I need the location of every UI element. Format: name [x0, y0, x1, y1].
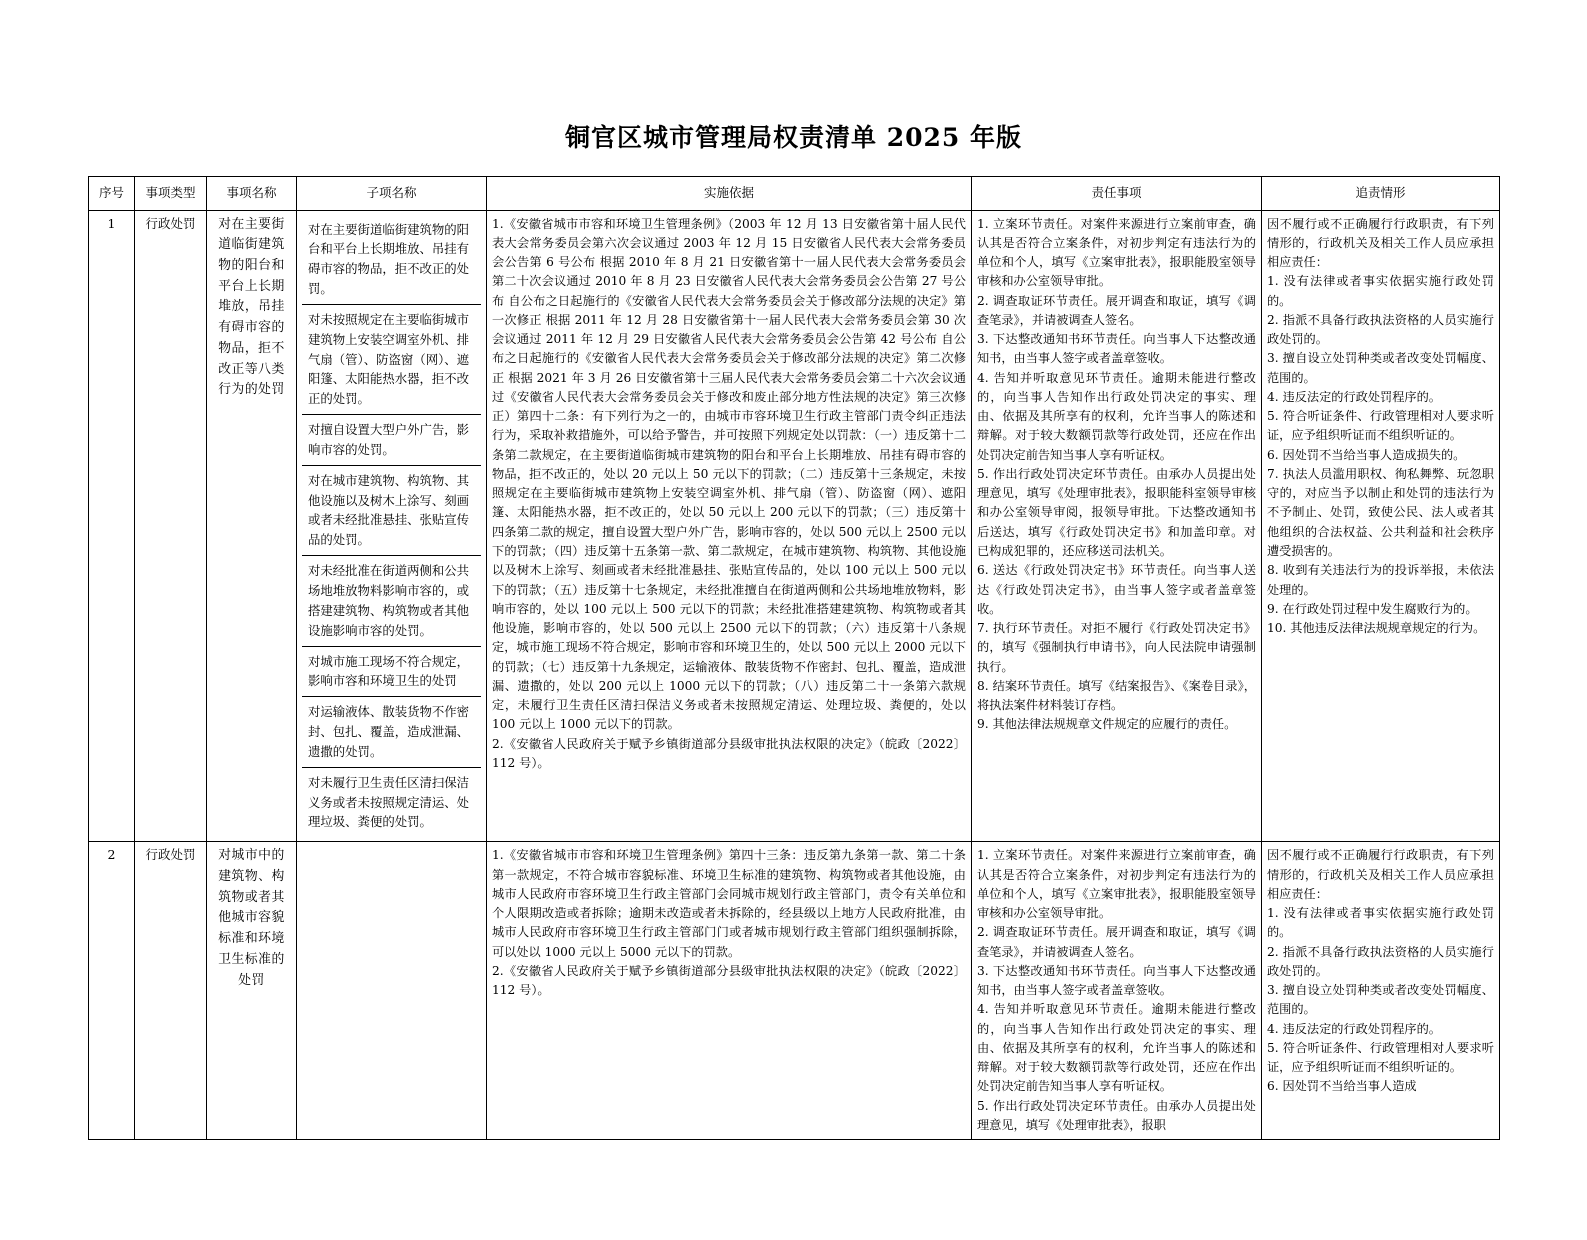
basis-paragraph: 1.《安徽省城市市容和环境卫生管理条例》第四十三条：违反第九条第一款、第二十条第一款规定，不符合城市容貌标准、环境卫生标准的建筑物、构筑物或者其他设施，由城市人民政府市容环境卫生行政主管部门会同城市规划行政主管部门，责令有关单位和个人限期改造或者拆除；逾期未改造或者未拆除的，经县级以上地方人民政府批准，由城市人民政府市容环境卫生行政主管部门门或者城市规划行政主管部门组织强制拆除，可以处以 1000 元以上 5000 元以下的罚款。: [492, 848, 966, 959]
subitem: 对在主要街道临街建筑物的阳台和平台上长期堆放、吊挂有碍市容的物品，拒不改正的处罚。: [302, 215, 481, 305]
basis-paragraph: 2.《安徽省人民政府关于赋予乡镇街道部分县级审批执法权限的决定》（皖政〔2022〕112 号）。: [492, 963, 966, 998]
duty-item: 3. 下达整改通知书环节责任。向当事人下达整改通知书，由当事人签字或者盖章签收。: [977, 963, 1256, 998]
table-header-row: [89, 177, 1500, 211]
duty-item: 9. 其他法律法规规章文件规定的应履行的责任。: [977, 717, 1237, 732]
power-list-table: [88, 176, 1500, 1140]
basis-paragraph: 2.《安徽省人民政府关于赋予乡镇街道部分县级审批执法权限的决定》（皖政〔2022〕112 号）。: [492, 736, 966, 770]
duty-item: 5. 作出行政处罚决定环节责任。由承办人员提出处理意见，填写《处理审批表》，报职能科室领导审核和办公室领导审阅，报领导审批。下达整改通知书后送达，填写《行政处罚决定书》和加盖印章。对已构成犯罪的，还应移送司法机关。: [977, 466, 1256, 559]
liability-item: 10. 其他违反法律法规规章规定的行为。: [1267, 621, 1486, 636]
subitem: 对在城市建筑物、构筑物、其他设施以及树木上涂写、刻画或者未经批准悬挂、张贴宣传品的处罚。: [302, 466, 481, 556]
page-title: 铜官区城市管理局权责清单 2025 年版: [565, 123, 1022, 152]
cell-liability: [1262, 210, 1500, 842]
table-row: [89, 210, 1500, 842]
cell-subitems: [297, 842, 487, 1140]
liability-item: 6. 因处罚不当给当事人造成: [1267, 1079, 1417, 1094]
duty-item: 6. 送达《行政处罚决定书》环节责任。向当事人送达《行政处罚决定书》，由当事人签字或者盖章签收。: [977, 563, 1256, 616]
liability-item: 1. 没有法律或者事实依据实施行政处罚的。: [1267, 274, 1494, 308]
cell-item-name: 对在主要街道临街建筑物的阳台和平台上长期堆放，吊挂有碍市容的物品，拒不改正等八类行为的处罚: [207, 210, 297, 842]
duty-item: 5. 作出行政处罚决定环节责任。由承办人员提出处理意见，填写《处理审批表》，报职: [977, 1098, 1256, 1132]
liability-item: 9. 在行政处罚过程中发生腐败行为的。: [1267, 601, 1478, 616]
liability-item: 1. 没有法律或者事实依据实施行政处罚的。: [1267, 906, 1494, 940]
cell-duty: [972, 842, 1262, 1140]
cell-liability: [1262, 842, 1500, 1140]
basis-paragraph: 1.《安徽省城市市容和环境卫生管理条例》（2003 年 12 月 13 日安徽省第十届人民代表大会常务委员会第六次会议通过 2003 年 12 月 15 日安徽省人民代表大会常务委员会公告第 6 号公布 根据 2010 年 8 月 21 日安徽省第十一届人民代表大会常务委员会第二十次会议通过 2010 年 8 月 23 日安徽省人民代表大会常务委员会公告第 27 号公布 自公布之日起施行的《安徽省人民代表大会常务委员会关于修改部分法规的决定》第一次修正 根据 2011 年 12 月 28 日安徽省第十一届人民代表大会常务委员会第 30 次会议通过 2011 年 12 月 29 日安徽省人民代表大会常务委员会公告第 42 号公布 自公布之日起施行的《安徽省人民代表大会常务委员会关于修改部分法规的决定》第二次修正 根据 2021 年 3 月 26 日安徽省第十三届人民代表大会常务委员会第二十六次会议通过《安徽省人民代表大会常务委员会关于修改和废止部分地方性法规的决定》第三次修正）第四十二条：有下列行为之一的，由城市市容环境卫生行政主管部门责令纠正违法行为，采取补救措施外，可以给予警告，并可按照下列规定处以罚款：（一）违反第十二条第二款规定，在主要街道临街城市建筑物的阳台和平台上长期堆放、吊挂有碍市容的物品，拒不改正的，处以 20 元以上 50 元以下的罚款；（二）违反第十三条规定，未按照规定在主要临街城市建筑物上安装空调室外机、排气扇（管）、防盗窗（网）、遮阳篷、太阳能热水器，拒不改正的，处以 50 元以上 200 元以下的罚款；（三）违反第十四条第二款的规定，擅自设置大型户外广告，影响市容的，处以 500 元以上 2500 元以下的罚款；（四）违反第十五条第一款、第二款规定，在城市建筑物、构筑物、其他设施以及树木上涂写、刻画或者未经批准悬挂、张贴宣传品的，处以 100 元以上 500 元以下的罚款；（五）违反第十七条规定，未经批准擅自在街道两侧和公共场地堆放物料，影响市容的，处以 100 元以上 500 元以下的罚款；未经批准搭建建筑物、构筑物或者其他设施，影响市容的，处以 500 元以上 2500 元以下的罚款；（六）违反第十八条规定，城市施工现场不符合规定，影响市容和环境卫生的，处以 500 元以上 2000 元以下的罚款；（七）违反第十九条规定，运输液体、散装货物不作密封、包扎、覆盖，造成泄漏、遗撒的，处以 200 元以上 1000 元以下的罚款；（八）违反第二十一条第六款规定，未履行卫生责任区清扫保洁义务或者未按照规定清运、处理垃圾、粪便的，处以 100 元以上 1000 元以下的罚款。: [492, 216, 966, 732]
liability-item: 4. 违反法定的行政处罚程序的。: [1267, 389, 1441, 404]
liability-intro: 因不履行或不正确履行行政职责，有下列情形的，行政机关及相关工作人员应承担相应责任：: [1267, 216, 1494, 270]
subitem: 对擅自设置大型户外广告，影响市容的处罚。: [302, 415, 481, 466]
liability-item: 3. 擅自设立处罚种类或者改变处罚幅度、范围的。: [1267, 983, 1494, 1017]
cell-basis: [487, 842, 972, 1140]
liability-item: 2. 指派不具备行政执法资格的人员实施行政处罚的。: [1267, 944, 1494, 978]
column-header-seq: 序号: [89, 177, 135, 211]
column-header-type: 事项类型: [135, 177, 207, 211]
column-header-basis: 实施依据: [487, 177, 972, 211]
duty-item: 4. 告知并听取意见环节责任。逾期未能进行整改的，向当事人告知作出行政处罚决定的事实、理由、依据及其所享有的权利，允许当事人的陈述和辩解。对于较大数额罚款等行政处罚，还应在作出处罚决定前告知当事人享有听证权。: [977, 370, 1256, 462]
cell-item-name: 对城市中的建筑物、构筑物或者其他城市容貌标准和环境卫生标准的处罚: [207, 842, 297, 1140]
duty-item: 7. 执行环节责任。对拒不履行《行政处罚决定书》的，填写《强制执行申请书》，向人民法院申请强制执行。: [977, 621, 1256, 674]
subitem: 对运输液体、散装货物不作密封、包扎、覆盖，造成泄漏、遗撒的处罚。: [302, 697, 481, 768]
subitem: 对未履行卫生责任区清扫保洁义务或者未按照规定清运、处理垃圾、粪便的处罚。: [308, 774, 470, 830]
subitem: 对未经批准在街道两侧和公共场地堆放物料影响市容的，或搭建建筑物、构筑物或者其他设施影响市容的处罚。: [302, 556, 481, 646]
cell-subitems: [297, 210, 487, 842]
liability-item: 6. 因处罚不当给当事人造成损失的。: [1267, 447, 1466, 462]
cell-seq: 1: [89, 210, 135, 842]
cell-type: 行政处罚: [135, 210, 207, 842]
duty-item: 3. 下达整改通知书环节责任。向当事人下达整改通知书，由当事人签字或者盖章签收。: [977, 332, 1256, 366]
cell-type: 行政处罚: [135, 842, 207, 1140]
column-header-name: 事项名称: [207, 177, 297, 211]
liability-item: 5. 符合听证条件、行政管理相对人要求听证，应予组织听证而不组织听证的。: [1267, 409, 1494, 443]
document-page: [0, 118, 1587, 1240]
liability-item: 3. 擅自设立处罚种类或者改变处罚幅度、范围的。: [1267, 351, 1494, 385]
liability-item: 4. 违反法定的行政处罚程序的。: [1267, 1021, 1441, 1036]
cell-basis: [487, 210, 972, 842]
liability-intro: 因不履行或不正确履行行政职责，有下列情形的，行政机关及相关工作人员应承担相应责任：: [1267, 848, 1494, 901]
duty-item: 2. 调查取证环节责任。展开调查和取证，填写《调查笔录》，并请被调查人签名。: [977, 293, 1256, 327]
cell-duty: [972, 210, 1262, 842]
column-header-liability: 追责情形: [1262, 177, 1500, 211]
liability-item: 2. 指派不具备行政执法资格的人员实施行政处罚的。: [1267, 312, 1494, 347]
liability-item: 5. 符合听证条件、行政管理相对人要求听证，应予组织听证而不组织听证的。: [1267, 1040, 1494, 1075]
table-row: [89, 842, 1500, 1140]
duty-item: 1. 立案环节责任。对案件来源进行立案前审查，确认其是否符合立案条件，对初步判定有违法行为的单位和个人，填写《立案审批表》，报职能股室领导审核和办公室领导审批。: [977, 848, 1256, 921]
cell-seq: 2: [89, 842, 135, 1140]
subitem: 对城市施工现场不符合规定，影响市容和环境卫生的处罚: [302, 647, 481, 698]
column-header-duty: 责任事项: [972, 177, 1262, 211]
duty-item: 2. 调查取证环节责任。展开调查和取证，填写《调查笔录》，并请被调查人签名。: [977, 925, 1256, 959]
liability-item: 8. 收到有关违法行为的投诉举报，未依法处理的。: [1267, 563, 1494, 597]
subitem: 对未按照规定在主要临街城市建筑物上安装空调室外机、排气扇（管）、防盗窗（网）、遮阳篷、太阳能热水器，拒不改正的处罚。: [302, 305, 481, 415]
duty-item: 4. 告知并听取意见环节责任。逾期未能进行整改的，向当事人告知作出行政处罚决定的事实、理由、依据及其所享有的权利，允许当事人的陈述和辩解。对于较大数额罚款等行政处罚，还应在作出处罚决定前告知当事人享有听证权。: [977, 1002, 1256, 1094]
duty-item: 1. 立案环节责任。对案件来源进行立案前审查，确认其是否符合立案条件，对初步判定有违法行为的单位和个人，填写《立案审批表》，报职能股室领导审核和办公室领导审批。: [977, 216, 1256, 289]
liability-item: 7. 执法人员滥用职权、徇私舞弊、玩忽职守的，对应当予以制止和处罚的违法行为不予制止、处罚，致使公民、法人或者其他组织的合法权益、公共利益和社会秩序遭受损害的。: [1267, 466, 1494, 559]
duty-item: 8. 结案环节责任。填写《结案报告》、《案卷目录》，将执法案件材料装订存档。: [977, 678, 1256, 713]
column-header-subitem: 子项名称: [297, 177, 487, 211]
